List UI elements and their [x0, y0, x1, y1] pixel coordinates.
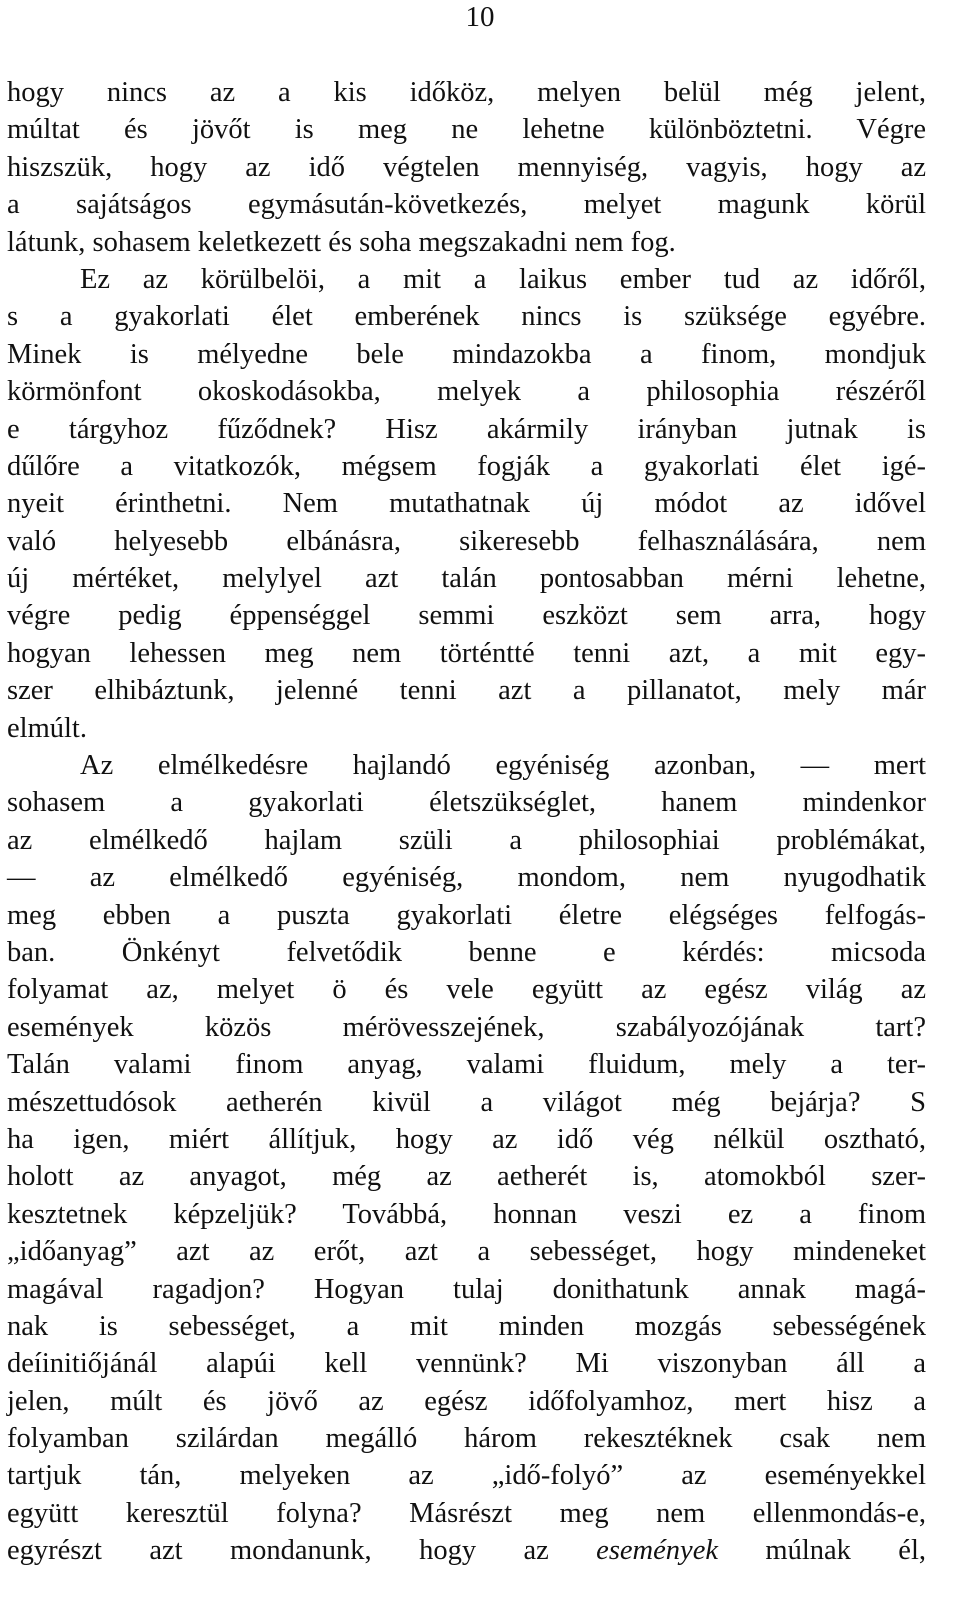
text-line: s a gyakorlati élet emberének nincs is szüksége egyébre.	[7, 301, 926, 333]
text-line: — az elmélkedő egyéniség, mondom, nem nyugodhatik	[7, 862, 926, 894]
text-line: elmúlt.	[7, 712, 87, 744]
text-segment: egyrészt azt mondanunk, hogy az	[7, 1535, 597, 1567]
text-line: Minek is mélyedne bele mindazokba a finom, mondjuk	[7, 338, 926, 370]
text-line: meg ebben a puszta gyakorlati életre elégséges felfogás-	[7, 899, 926, 931]
page-number: 10	[465, 1, 495, 33]
text-line: nyeit érinthetni. Nem mutathatnak új módot az idővel	[7, 488, 926, 520]
text-line: nak is sebességet, a mit minden mozgás sebességének	[7, 1310, 926, 1342]
text-line: jelen, múlt és jövő az egész időfolyamhoz, mert hisz a	[7, 1385, 926, 1417]
text-line: kesztetnek képzeljük? Továbbá, honnan veszi ez a finom	[7, 1198, 926, 1230]
text-line: Talán valami finom anyag, valami fluidum, mely a ter-	[7, 1049, 926, 1081]
text-line: Ez az körülbelöi, a mit a laikus ember tud az időről,	[80, 263, 926, 295]
text-line: ha igen, miért állítjuk, hogy az idő vég nélkül osztható,	[7, 1123, 926, 1155]
text-line: hogy nincs az a kis időköz, melyen belül még jelent,	[7, 77, 926, 108]
text-line: együtt keresztül folyna? Másrészt meg nem ellenmondás-e,	[7, 1497, 926, 1529]
body-text	[7, 74, 926, 1570]
text-line: tartjuk tán, melyeken az „idő-folyó” az eseményekkel	[7, 1460, 926, 1492]
text-line: való helyesebb elbánásra, sikeresebb felhasználására, nem	[7, 525, 926, 557]
text-line: folyamat az, melyet ö és vele együtt az egész világ az	[7, 974, 926, 1006]
text-line: a sajátságos egymásután-következés, melyet magunk körül	[7, 189, 926, 221]
text-line: körmönfont okoskodásokba, melyek a philosophia részéről	[7, 376, 926, 408]
text-line: hogyan lehessen meg nem történtté tenni azt, a mit egy-	[7, 637, 926, 669]
text-line: látunk, sohasem keletkezett és soha megszakadni nem fog.	[7, 226, 676, 258]
text-line: deíinitiőjánál alapúi kell vennünk? Mi viszonyban áll a	[7, 1348, 926, 1380]
text-line: Az elmélkedésre hajlandó egyéniség azonban, — mert	[80, 750, 926, 782]
text-line: sohasem a gyakorlati életszükséglet, hanem mindenkor	[7, 787, 926, 819]
text-line: végre pedig éppenséggel semmi eszközt sem arra, hogy	[7, 600, 926, 632]
text-line: „időanyag” azt az erőt, azt a sebességet, hogy mindeneket	[7, 1236, 926, 1268]
text-line-final	[7, 1532, 926, 1569]
text-line: az elmélkedő hajlam szüli a philosophiai problémákat,	[7, 824, 926, 856]
text-segment: múlnak él,	[718, 1535, 926, 1567]
text-line: hiszszük, hogy az idő végtelen mennyiség, vagyis, hogy az	[7, 151, 926, 183]
text-line: múltat és jövőt is meg ne lehetne különböztetni. Végre	[7, 114, 926, 146]
text-line: magával ragadjon? Hogyan tulaj donithatunk annak magá-	[7, 1273, 926, 1305]
text-line: szer elhibáztunk, jelenné tenni azt a pillanatot, mely már	[7, 675, 926, 707]
text-line: mészettudósok aetherén kivül a világot még bejárja? S	[7, 1086, 926, 1118]
emphasized-word: események	[596, 1535, 718, 1567]
text-line: e tárgyhoz fűződnek? Hisz akármily irányban jutnak is	[7, 413, 926, 445]
text-line: új mértéket, melylyel azt talán pontosabban mérni lehetne,	[7, 563, 926, 595]
text-line: dűlőre a vitatkozók, mégsem fogják a gyakorlati élet igé-	[7, 450, 926, 482]
text-line: események közös mérövesszejének, szabályozójának tart?	[7, 1011, 926, 1043]
text-line: holott az anyagot, még az aetherét is, atomokból szer-	[7, 1161, 926, 1193]
text-line: folyamban szilárdan megálló három rekesztéknek csak nem	[7, 1423, 926, 1455]
text-line: ban. Önkényt felvetődik benne e kérdés: micsoda	[7, 936, 926, 968]
